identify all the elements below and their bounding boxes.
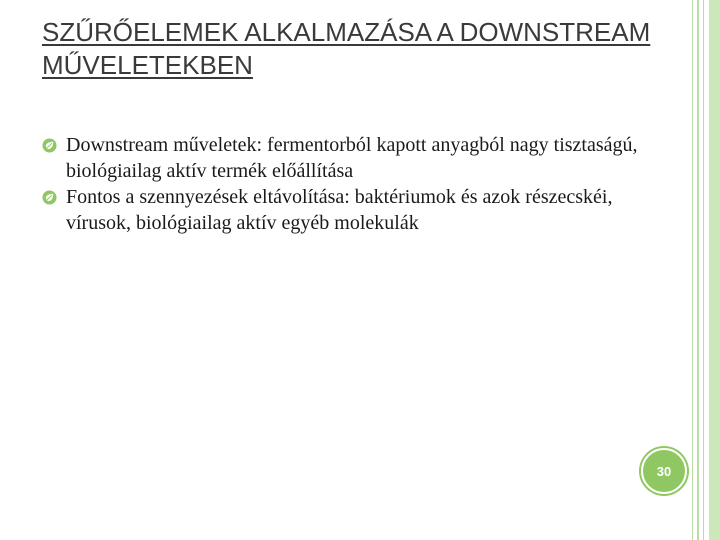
bullet-item	[42, 132, 642, 184]
bullet-list	[42, 132, 642, 236]
frame-line	[692, 0, 693, 540]
bullet-text: Fontos a szennyezések eltávolítása: baktériumok és azok részecskéi, vírusok, biológiailag aktív egyéb molekulák	[66, 186, 613, 234]
leaf-bullet-icon	[42, 190, 57, 205]
page-number-badge: 30	[641, 448, 687, 494]
leaf-bullet-icon	[42, 138, 57, 153]
frame-band	[709, 0, 720, 540]
frame-line	[703, 0, 704, 540]
bullet-item	[42, 184, 642, 236]
bullet-text: Downstream műveletek: fermentorból kapott anyagból nagy tisztaságú, biológiailag aktív termék előállítása	[66, 134, 638, 182]
slide-title: SZŰRŐELEMEK ALKALMAZÁSA A DOWNSTREAM MŰVELETEKBEN	[42, 17, 651, 80]
frame-line	[697, 0, 699, 540]
